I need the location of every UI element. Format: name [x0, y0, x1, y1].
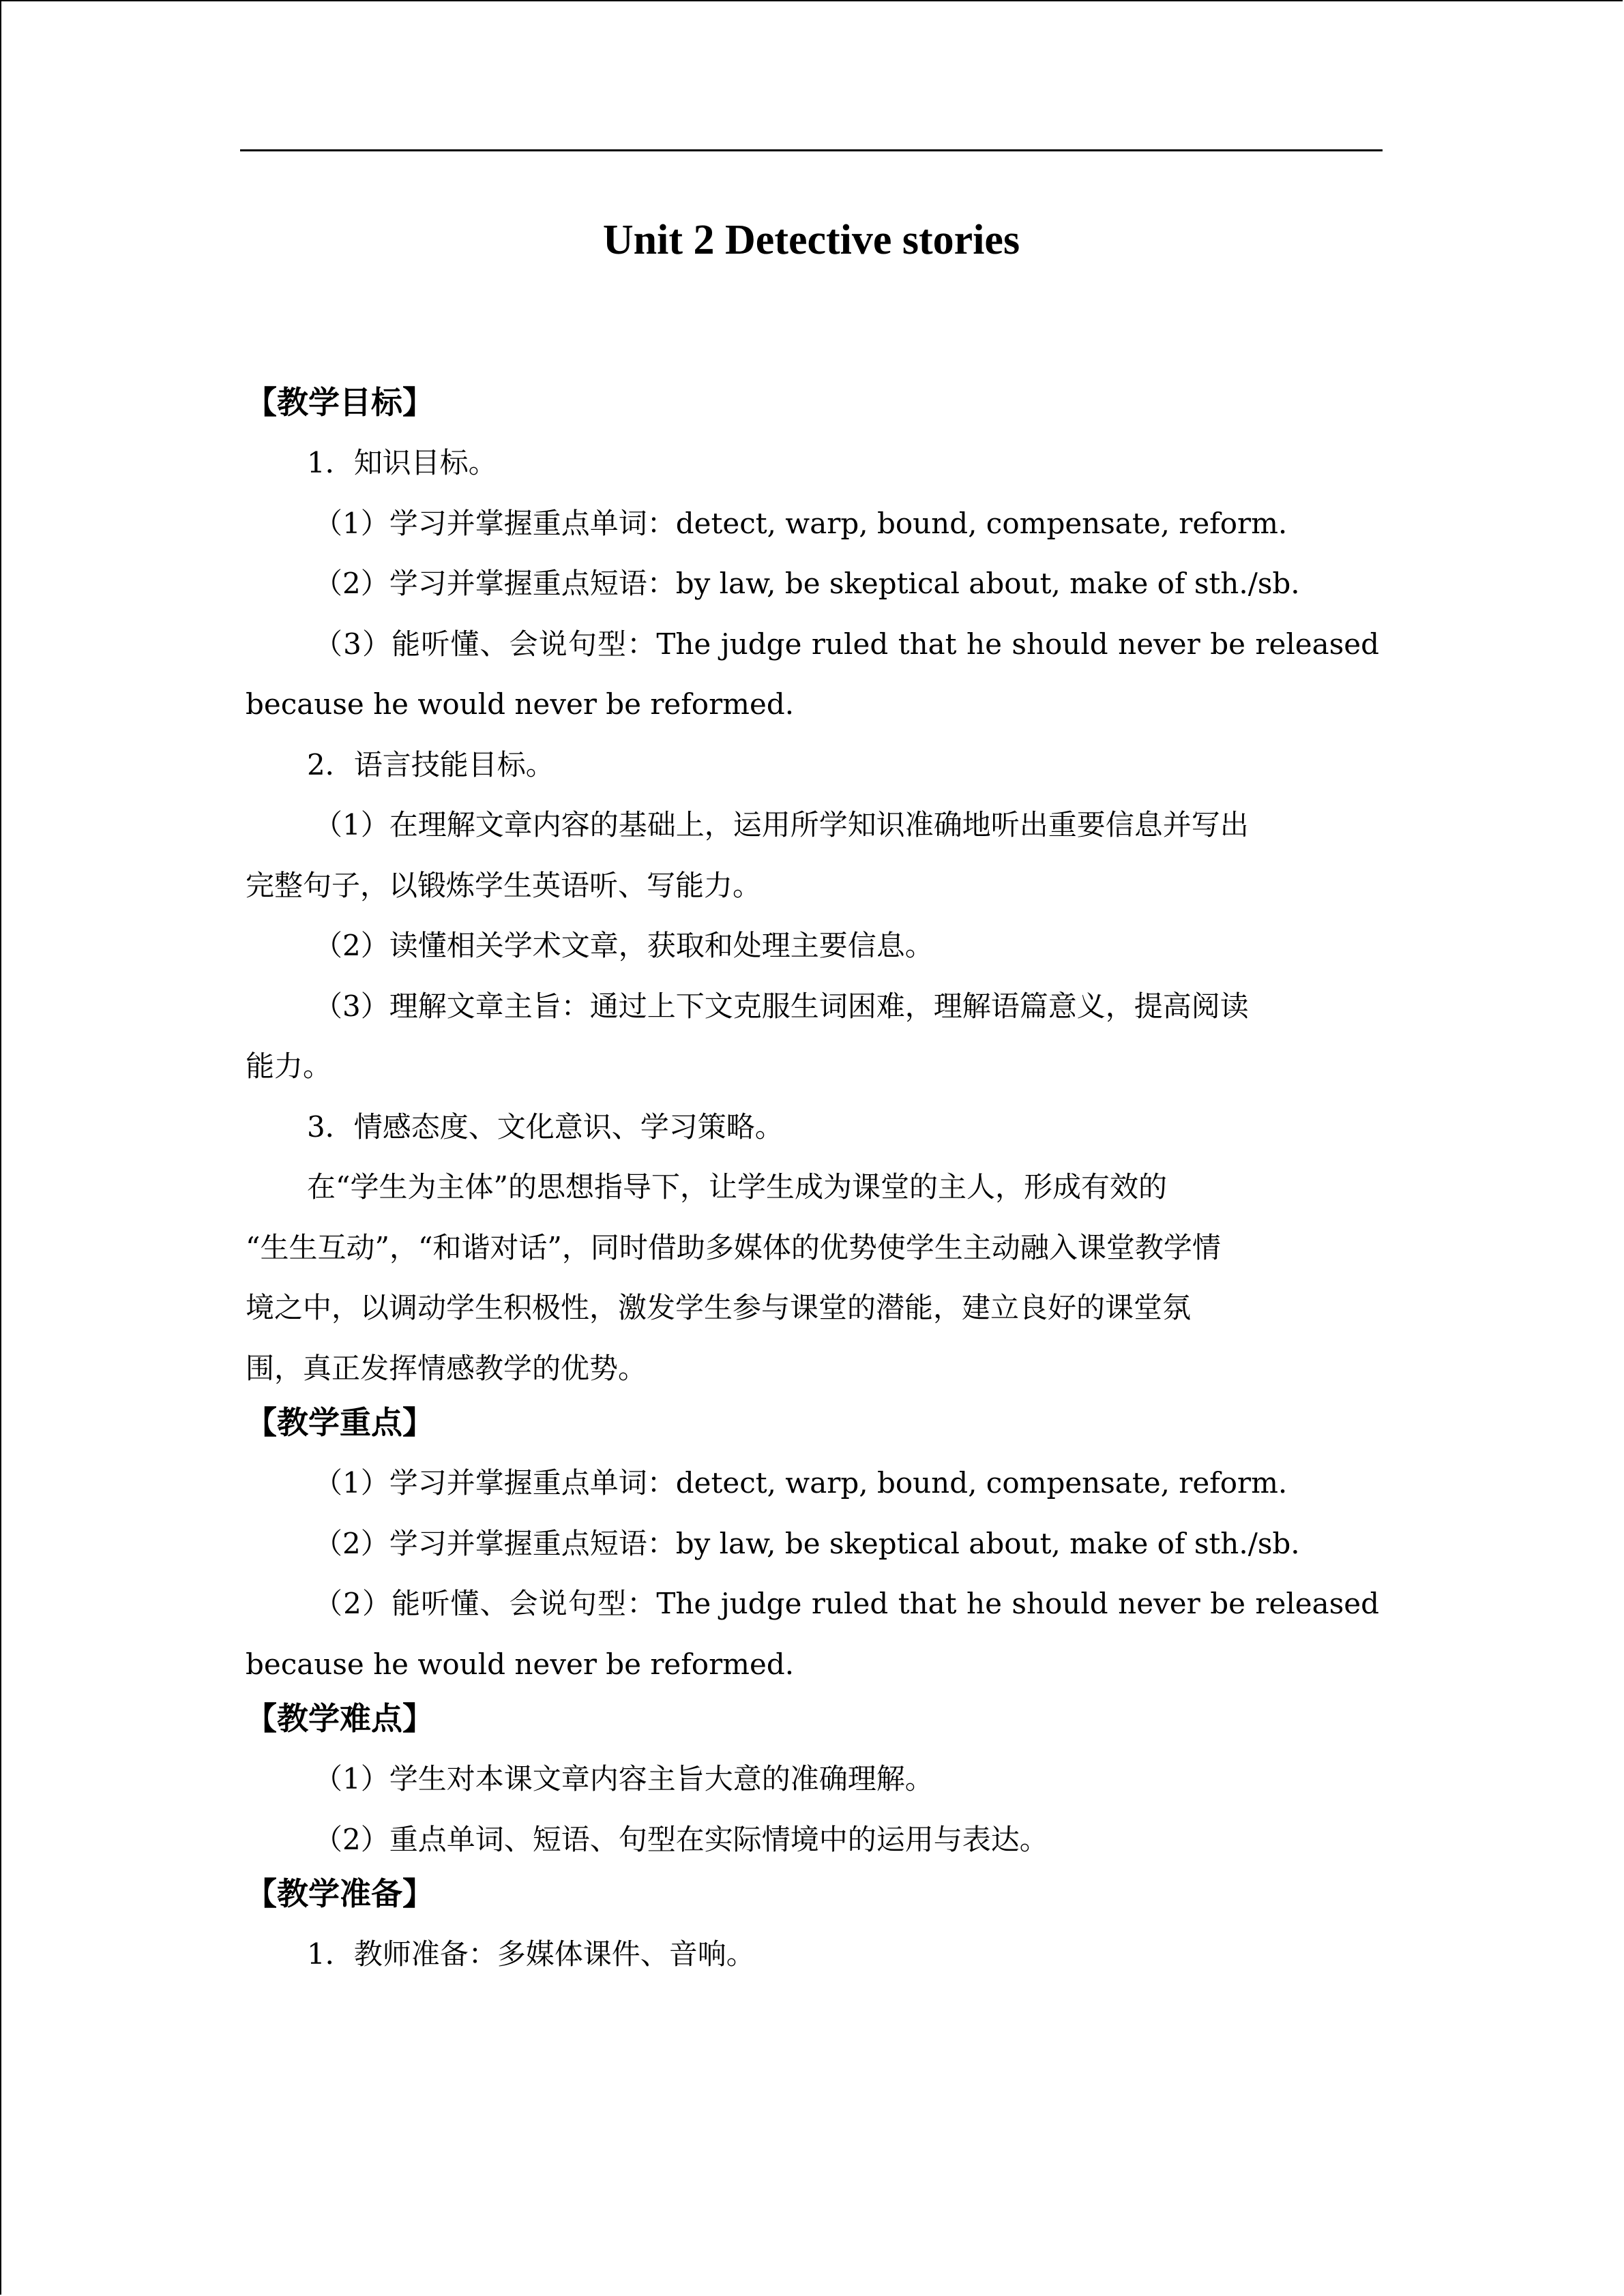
section-heading-key-points: 【教学重点】	[246, 1404, 434, 1441]
affect-objective-label: 3．情感态度、文化意识、学习策略。	[307, 1109, 784, 1144]
document-title: Unit 2 Detective stories	[602, 217, 1020, 263]
affect-text-line-4: 围，真正发挥情感教学的优势。	[246, 1351, 647, 1385]
affect-text-line-3: 境之中，以调动学生积极性，激发学生参与课堂的潜能，建立良好的课堂氛	[246, 1291, 1192, 1324]
section-objectives	[246, 378, 1379, 1399]
knowledge-objective-label: 1．知识目标。	[307, 446, 497, 479]
section-preparation	[246, 1870, 1379, 1985]
knowledge-item-3-line-2: because he would never be reformed.	[246, 687, 795, 721]
section-heading-difficulties: 【教学难点】	[246, 1700, 434, 1737]
section-heading-preparation: 【教学准备】	[246, 1875, 434, 1912]
language-skills-item-1-line-2: 完整句子，以锻炼学生英语听、写能力。	[246, 868, 762, 902]
language-skills-item-3-line-1: （3）理解文章主旨：通过上下文克服生词困难，理解语篇意义，提高阅读	[314, 989, 1249, 1023]
language-skills-item-2: （2）读懂相关学术文章，获取和处理主要信息。	[314, 929, 934, 962]
knowledge-item-3-line-1: （3）能听懂、会说句型：The judge ruled that he should never be released	[314, 627, 1379, 661]
key-point-item-3-line-1: （2）能听懂、会说句型：The judge ruled that he should never be released	[314, 1587, 1379, 1620]
section-difficulties	[246, 1695, 1379, 1870]
section-heading-objectives: 【教学目标】	[246, 384, 434, 421]
language-skills-item-3-line-2: 能力。	[246, 1049, 332, 1083]
knowledge-item-2: （2）学习并掌握重点短语：by law, be skeptical about, make of sth./sb.	[314, 567, 1300, 600]
difficulty-item-1: （1）学生对本课文章内容主旨大意的准确理解。	[314, 1762, 934, 1795]
affect-text-line-1: 在“学生为主体”的思想指导下，让学生成为课堂的主人，形成有效的	[307, 1170, 1167, 1204]
knowledge-item-1: （1）学习并掌握重点单词：detect, warp, bound, compensate, reform.	[314, 506, 1288, 540]
key-point-item-1: （1）学习并掌握重点单词：detect, warp, bound, compensate, reform.	[314, 1466, 1288, 1500]
preparation-item-1: 1．教师准备：多媒体课件、音响。	[307, 1937, 755, 1971]
language-skills-item-1-line-1: （1）在理解文章内容的基础上，运用所学知识准确地听出重要信息并写出	[314, 808, 1249, 841]
section-key-points	[246, 1399, 1379, 1695]
affect-text-line-2: “生生互动”，“和谐对话”，同时借助多媒体的优势使学生主动融入课堂教学情	[246, 1230, 1221, 1264]
key-point-item-3-line-2: because he would never be reformed.	[246, 1647, 795, 1681]
language-skills-label: 2．语言技能目标。	[307, 747, 555, 781]
difficulty-item-2: （2）重点单词、短语、句型在实际情境中的运用与表达。	[314, 1822, 1048, 1856]
key-point-item-2: （2）学习并掌握重点短语：by law, be skeptical about, make of sth./sb.	[314, 1526, 1300, 1560]
document-body	[246, 378, 1379, 1985]
header-rule	[240, 149, 1383, 151]
